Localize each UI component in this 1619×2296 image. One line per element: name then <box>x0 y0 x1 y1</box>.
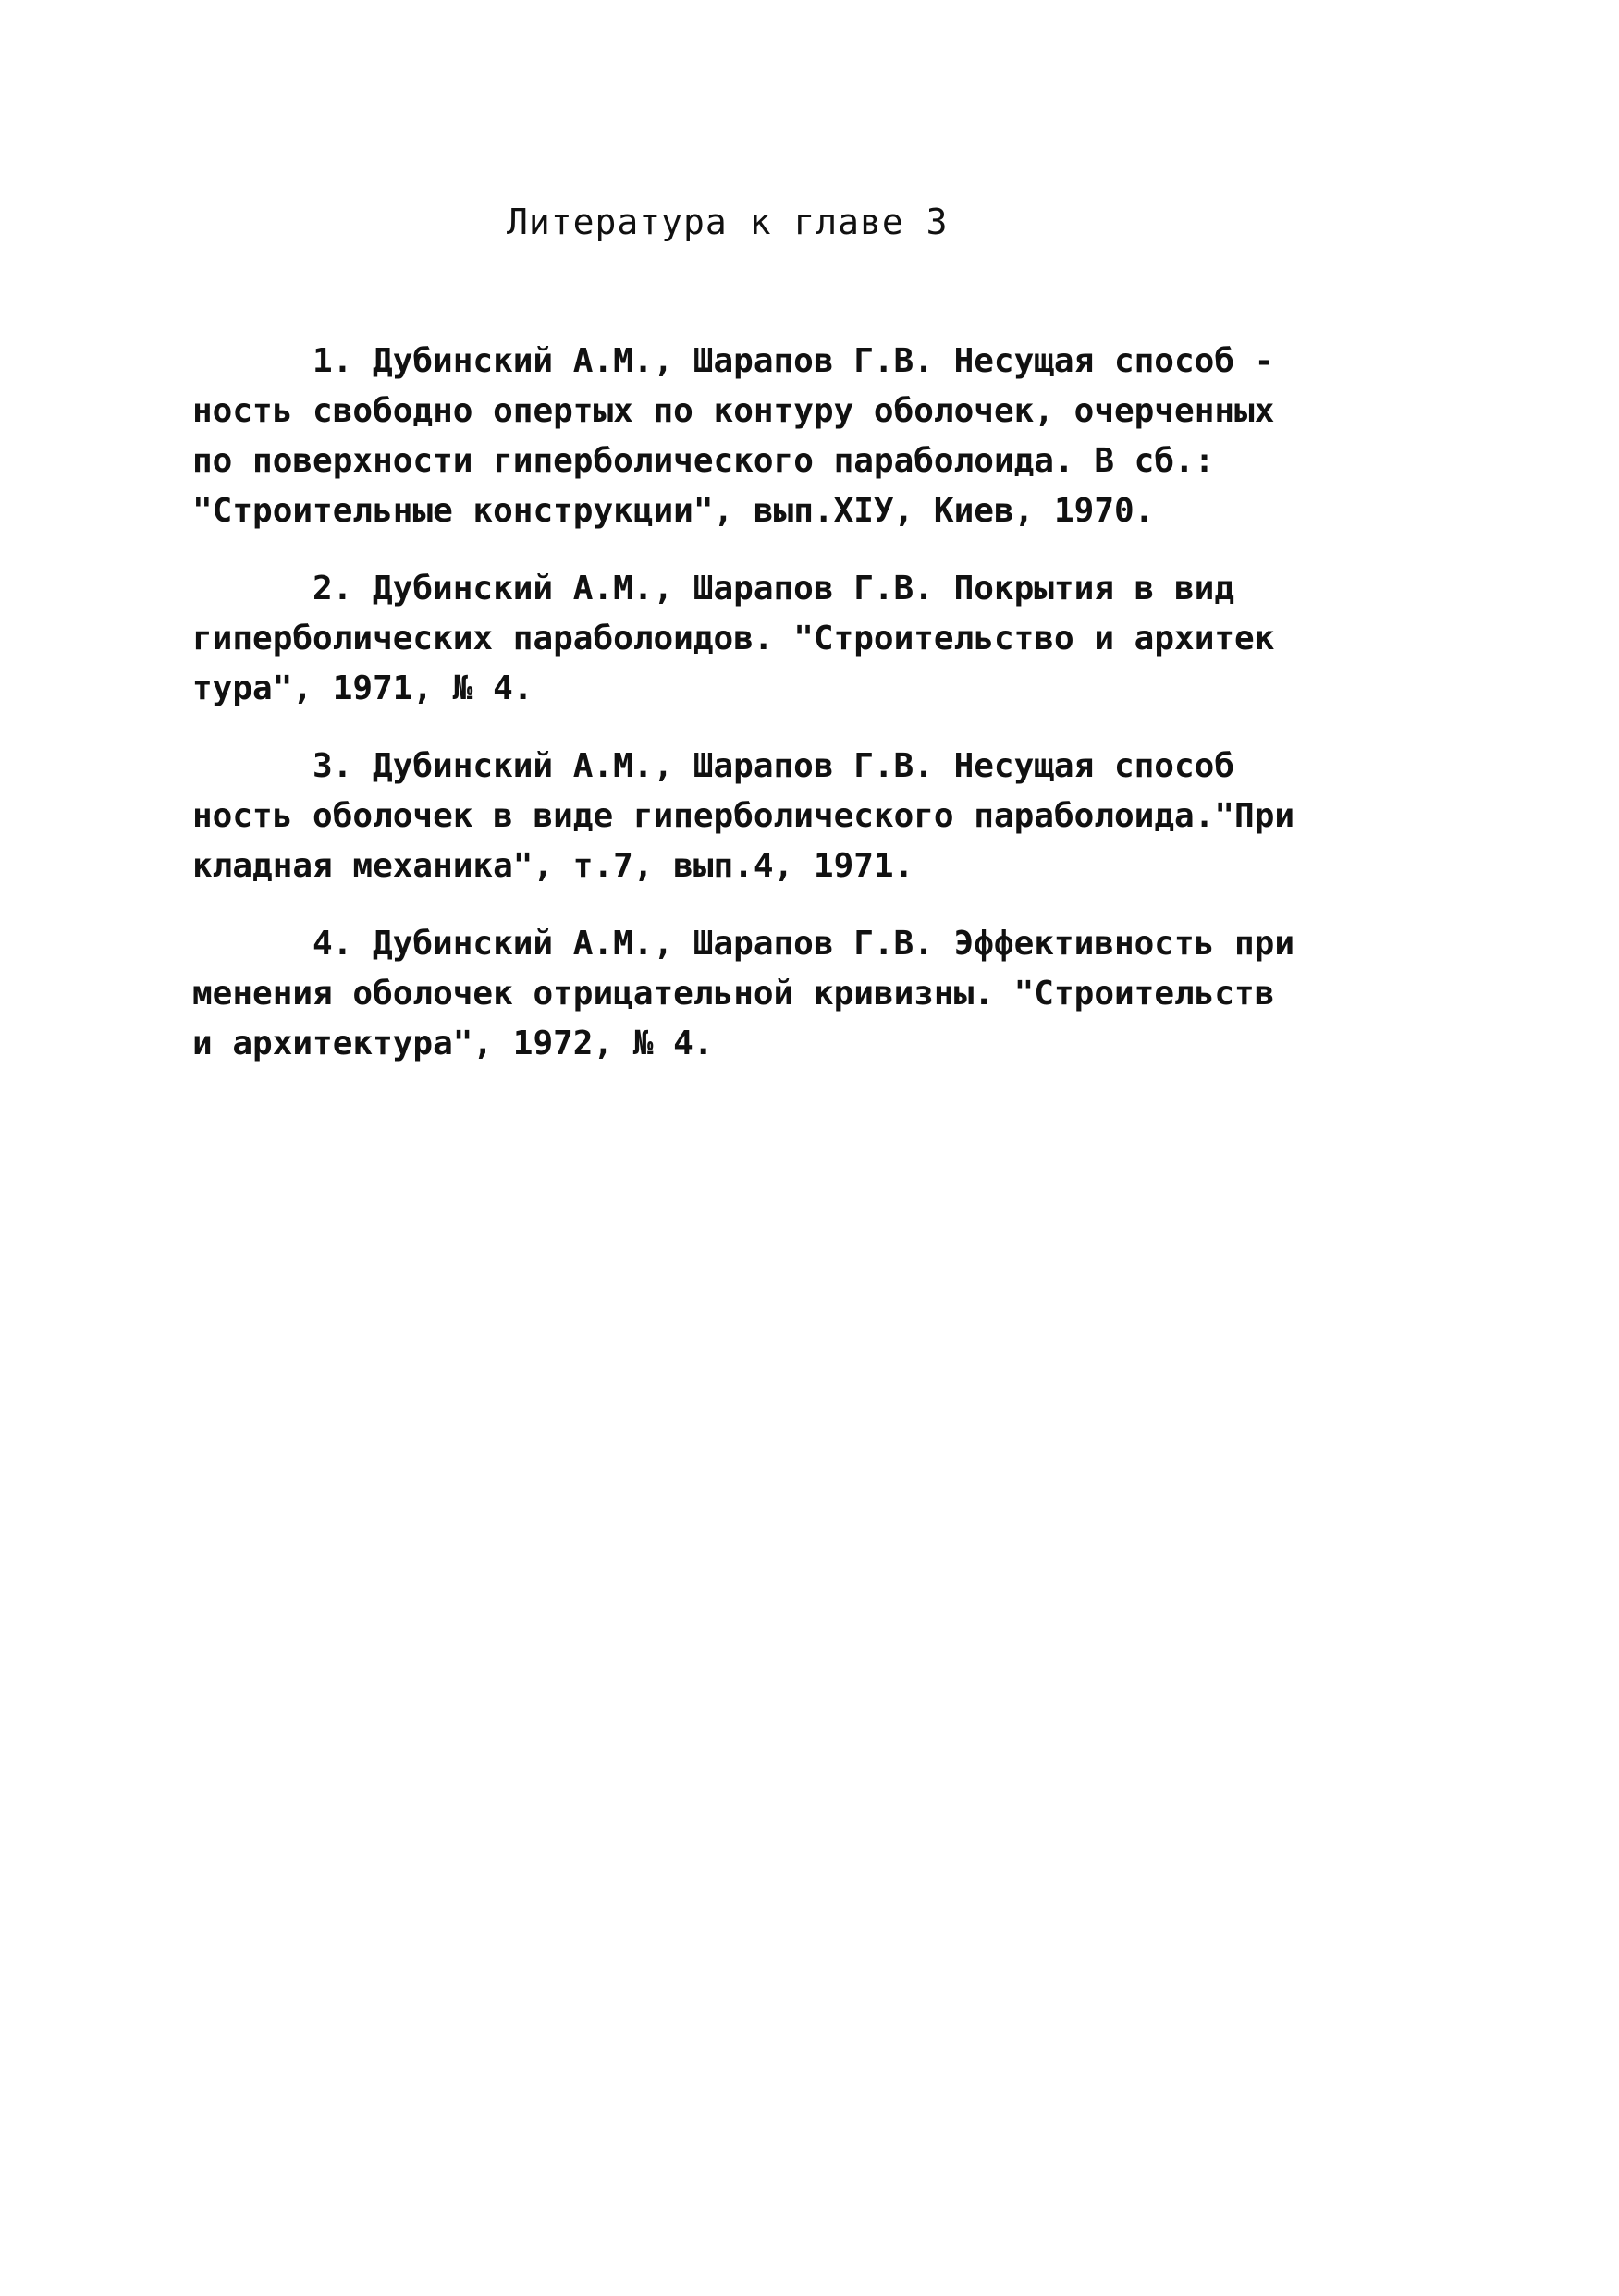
reference-line: 4. Дубинский А.М., Шарапов Г.В. Эффективность при <box>313 925 1295 963</box>
page-heading: Литература к главе 3 <box>507 202 949 242</box>
reference-line: ность свободно опертых по контуру оболочек, очерченных <box>192 392 1275 430</box>
reference-line: по поверхности гиперболического параболоида. В сб.: <box>192 442 1215 480</box>
reference-item-1 <box>192 337 1441 536</box>
reference-item-3 <box>192 742 1441 891</box>
reference-item-2 <box>192 564 1441 714</box>
reference-line: 1. Дубинский А.М., Шарапов Г.В. Несущая способ - <box>313 342 1275 380</box>
reference-line: тура", 1971, № 4. <box>192 669 534 707</box>
reference-line: 2. Дубинский А.М., Шарапов Г.В. Покрытия в вид <box>313 570 1234 608</box>
reference-line: менения оболочек отрицательной кривизны. "Строительств <box>192 975 1275 1013</box>
reference-line: кладная механика", т.7, вып.4, 1971. <box>192 847 914 885</box>
reference-item-4 <box>192 919 1441 1069</box>
reference-list <box>192 337 1441 1097</box>
reference-line: "Строительные конструкции", вып.XIУ, Киев, 1970. <box>192 492 1155 530</box>
reference-line: ность оболочек в виде гиперболического параболоида."При <box>192 797 1295 835</box>
reference-line: и архитектура", 1972, № 4. <box>192 1025 714 1062</box>
reference-line: 3. Дубинский А.М., Шарапов Г.В. Несущая способ <box>313 747 1234 785</box>
reference-line: гиперболических параболоидов. "Строительство и архитек <box>192 620 1275 657</box>
